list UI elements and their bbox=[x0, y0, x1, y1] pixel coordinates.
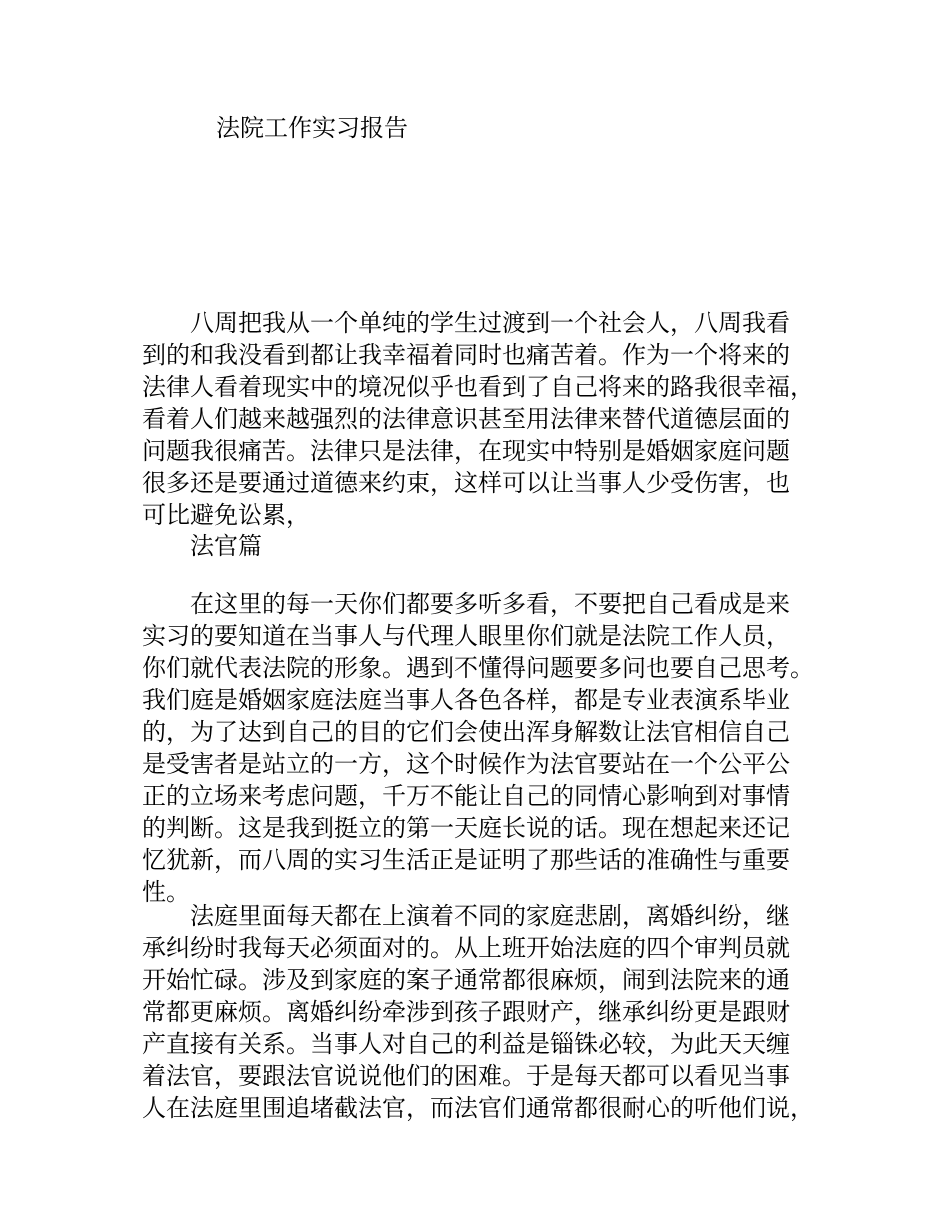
text-line: 正的立场来考虑问题，千万不能让自己的同情心影响到对事情 bbox=[142, 782, 790, 810]
text-line: 你们就代表法院的形象。遇到不懂得问题要多问也要自己思考。 bbox=[142, 654, 814, 682]
text-line: 着法官，要跟法官说说他们的困难。于是每天都可以看见当事 bbox=[142, 1062, 790, 1090]
text-line: 的判断。这是我到挺立的第一天庭长说的话。现在想起来还记 bbox=[142, 814, 790, 842]
text-line: 人在法庭里围追堵截法官，而法官们通常都很耐心的听他们说， bbox=[142, 1094, 814, 1122]
document-title: 法院工作实习报告 bbox=[216, 114, 408, 142]
text-line: 实习的要知道在当事人与代理人眼里你们就是法院工作人员， bbox=[142, 622, 790, 650]
text-line: 我们庭是婚姻家庭法庭当事人各色各样，都是专业表演系毕业 bbox=[142, 686, 790, 714]
section-heading: 法官篇 bbox=[190, 532, 262, 560]
text-line: 性。 bbox=[142, 878, 190, 906]
body-paragraph bbox=[142, 900, 822, 1124]
text-line: 常都更麻烦。离婚纠纷牵涉到孩子跟财产，继承纠纷更是跟财 bbox=[142, 998, 790, 1026]
text-line: 很多还是要通过道德来约束，这样可以让当事人少受伤害，也 bbox=[142, 469, 790, 497]
text-line: 法律人看着现实中的境况似乎也看到了自己将来的路我很幸福， bbox=[142, 373, 814, 401]
text-line: 承纠纷时我每天必须面对的。从上班开始法庭的四个审判员就 bbox=[142, 934, 790, 962]
text-line: 在这里的每一天你们都要多听多看，不要把自己看成是来 bbox=[190, 590, 790, 618]
text-line: 八周把我从一个单纯的学生过渡到一个社会人，八周我看 bbox=[190, 309, 790, 337]
text-line: 到的和我没看到都让我幸福着同时也痛苦着。作为一个将来的 bbox=[142, 341, 790, 369]
text-line: 可比避免讼累， bbox=[142, 501, 310, 529]
body-paragraph bbox=[142, 588, 822, 908]
text-line: 的，为了达到自己的目的它们会使出浑身解数让法官相信自己 bbox=[142, 718, 790, 746]
text-line: 产直接有关系。当事人对自己的利益是锱铢必较，为此天天缠 bbox=[142, 1030, 790, 1058]
text-line: 问题我很痛苦。法律只是法律，在现实中特别是婚姻家庭问题 bbox=[142, 437, 790, 465]
text-line: 法庭里面每天都在上演着不同的家庭悲剧，离婚纠纷，继 bbox=[190, 902, 790, 930]
text-line: 是受害者是站立的一方，这个时候作为法官要站在一个公平公 bbox=[142, 750, 790, 778]
text-line: 忆犹新，而八周的实习生活正是证明了那些话的准确性与重要 bbox=[142, 846, 790, 874]
intro-paragraph bbox=[142, 307, 822, 531]
text-line: 看着人们越来越强烈的法律意识甚至用法律来替代道德层面的 bbox=[142, 405, 790, 433]
text-line: 开始忙碌。涉及到家庭的案子通常都很麻烦，闹到法院来的通 bbox=[142, 966, 790, 994]
